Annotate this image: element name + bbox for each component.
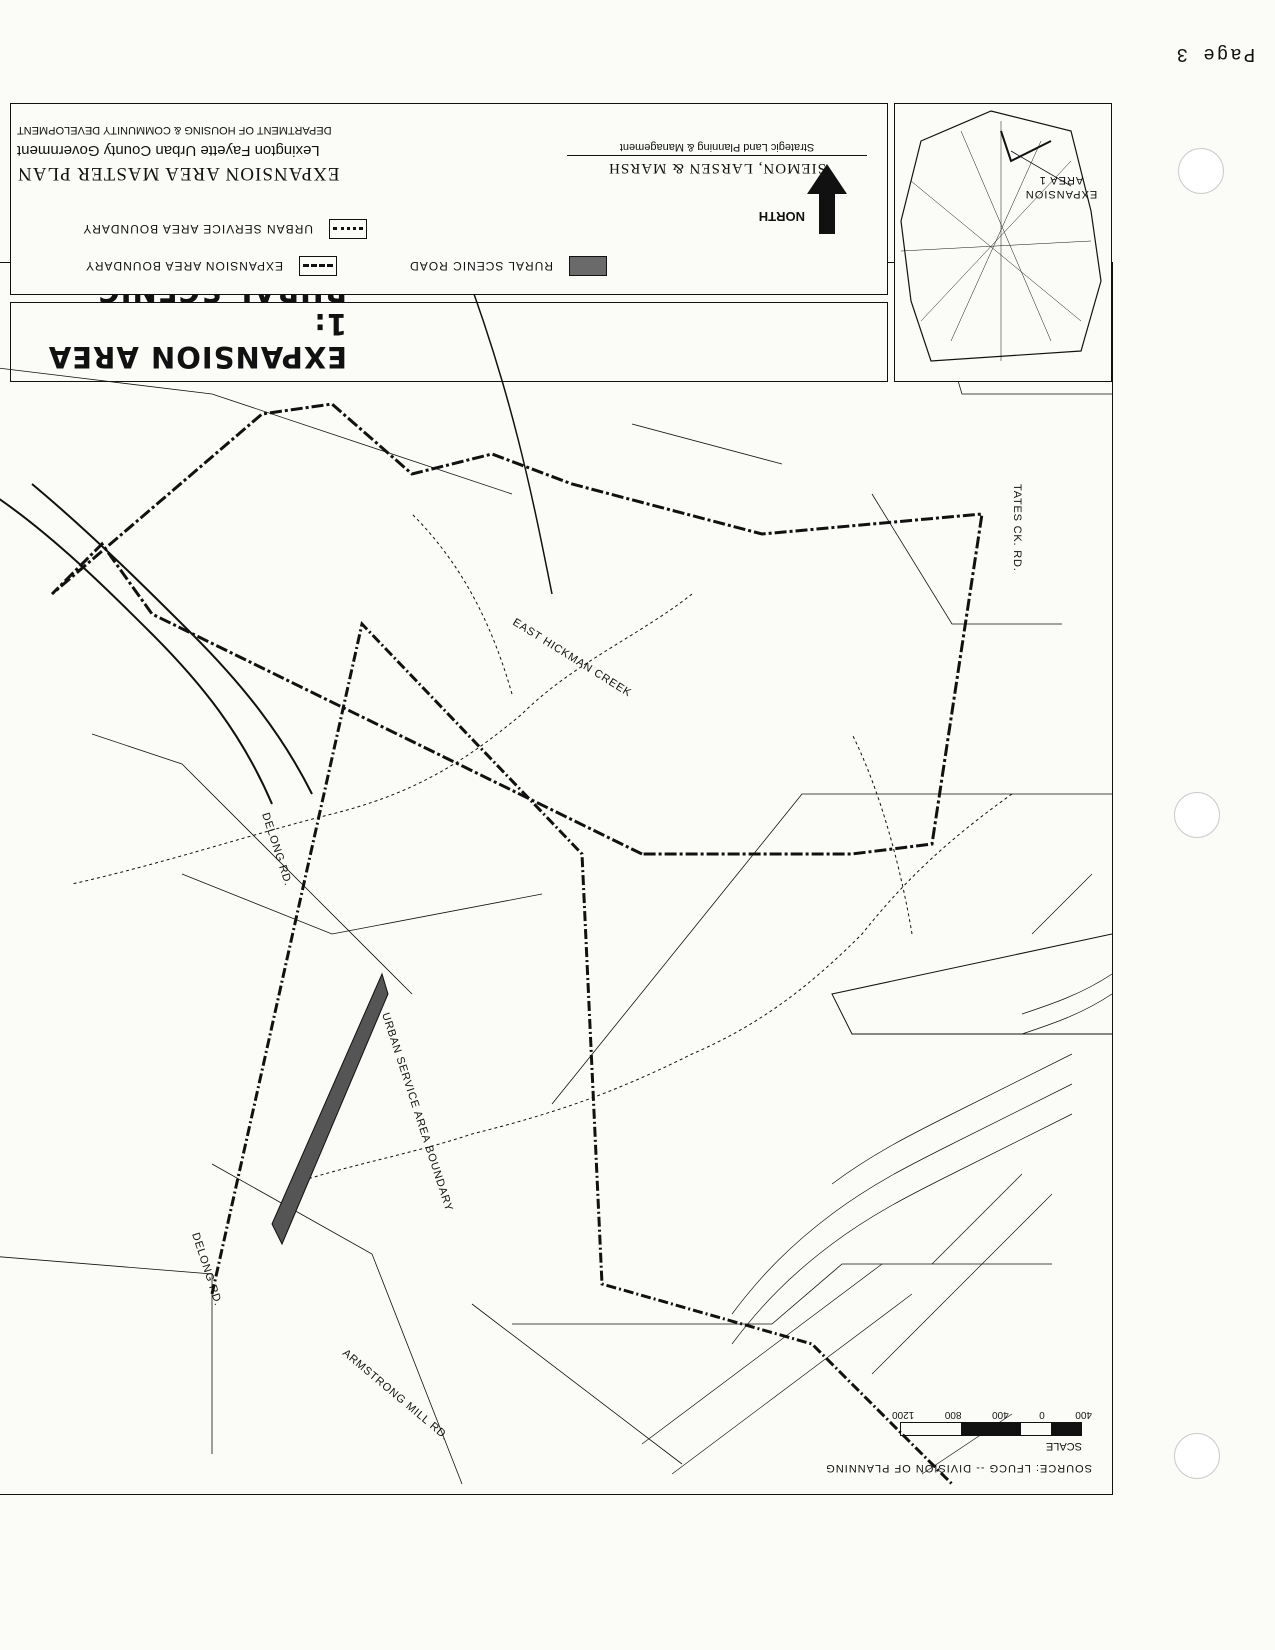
scale-tick: 800 xyxy=(944,1409,962,1420)
legend-label: RURAL SCENIC ROAD xyxy=(409,259,553,273)
legend-rural-scenic-road xyxy=(409,256,607,276)
scale-tick: 0 xyxy=(1039,1409,1045,1420)
north-label: NORTH xyxy=(758,209,805,224)
inset-label xyxy=(1016,173,1106,201)
map-frame xyxy=(0,262,1113,1495)
firm-tagline: Strategic Land Planning & Management xyxy=(619,141,815,153)
inset-label-line1: EXPANSION xyxy=(1024,188,1098,200)
legend-label: EXPANSION AREA BOUNDARY xyxy=(85,259,283,273)
plan-block xyxy=(17,124,407,184)
firm-block xyxy=(567,141,867,176)
plan-name: EXPANSION AREA MASTER PLAN xyxy=(17,163,340,184)
page-number: Page 3 xyxy=(1174,43,1255,65)
scale-tick: 400 xyxy=(1075,1409,1092,1420)
plan-government: Lexington Fayette Urban County Government xyxy=(17,142,320,159)
scale-tick: 400 xyxy=(992,1409,1009,1420)
map-label-delong-rd-lower: DELONG RD. xyxy=(189,1231,225,1308)
firm-name: SIEMON, LARSEN & MARSH xyxy=(567,155,867,176)
legend-expansion-area-boundary xyxy=(85,256,337,276)
map-label-tates-ck: TATES CK. RD. xyxy=(1011,484,1023,572)
map-label-armstrong-mill-rd: ARMSTRONG MILL RD. xyxy=(340,1347,452,1444)
map-label-delong-rd-upper: DELONG RD. xyxy=(259,811,295,888)
legend-box xyxy=(10,103,888,295)
title-box xyxy=(10,302,888,382)
legend-swatch xyxy=(569,256,607,276)
legend-swatch xyxy=(299,256,337,276)
map-label-east-hickman-creek: EAST HICKMAN CREEK xyxy=(510,616,634,700)
source-note: SOURCE: LFUCG -- DIVISION OF PLANNING xyxy=(825,1462,1092,1474)
inset-map xyxy=(894,103,1112,382)
scale-title: SCALE xyxy=(1045,1440,1082,1452)
map-canvas xyxy=(0,261,1112,1494)
map-title-line1: EXPANSION AREA 1: xyxy=(47,307,347,374)
plan-department: DEPARTMENT OF HOUSING & COMMUNITY DEVELOPMENT xyxy=(17,124,332,136)
map-label-urban-service-area-boundary: URBAN SERVICE AREA BOUNDARY xyxy=(379,1011,455,1213)
scale-bar xyxy=(825,1364,1092,1474)
legend-urban-service-area-boundary xyxy=(82,219,367,239)
scale-tick: 1200 xyxy=(892,1409,915,1420)
legend-swatch xyxy=(329,219,367,239)
inset-label-line2: AREA 1 xyxy=(1038,174,1084,186)
legend-label: URBAN SERVICE AREA BOUNDARY xyxy=(82,222,313,236)
